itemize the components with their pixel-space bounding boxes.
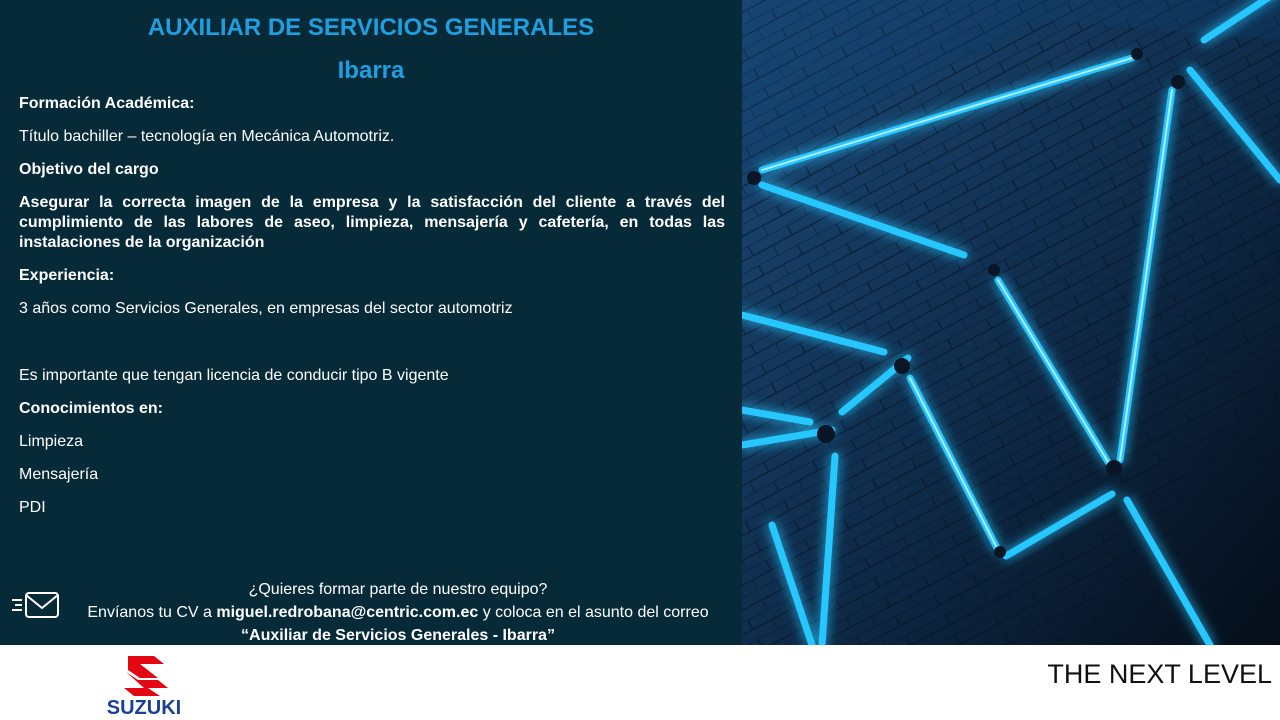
objetivo-label: Objetivo del cargo bbox=[19, 161, 159, 178]
experiencia-label: Experiencia: bbox=[19, 267, 115, 284]
formacion-label: Formación Académica: bbox=[19, 95, 195, 112]
job-description bbox=[19, 94, 725, 518]
contact-email-link[interactable]: miguel.redrobana@centric.com.ec bbox=[216, 604, 479, 621]
contact-send-prefix: Envíanos tu CV a bbox=[87, 604, 217, 621]
formacion-value: Título bachiller – tecnología en Mecánica Automotriz. bbox=[19, 128, 395, 145]
mail-icon bbox=[12, 590, 60, 620]
brand-wordmark: SUZUKI bbox=[106, 697, 182, 719]
contact-subject: “Auxiliar de Servicios Generales - Ibarra” bbox=[241, 627, 555, 644]
conocimiento-item: Mensajería bbox=[19, 466, 99, 483]
tagline: THE NEXT LEVEL bbox=[1047, 659, 1272, 689]
job-city: Ibarra bbox=[337, 57, 405, 84]
contact-question: ¿Quieres formar parte de nuestro equipo? bbox=[248, 581, 548, 598]
contact-block bbox=[60, 578, 736, 647]
contact-send-line bbox=[60, 601, 736, 624]
job-title: AUXILIAR DE SERVICIOS GENERALES bbox=[147, 14, 595, 41]
experiencia-value: 3 años como Servicios Generales, en empresas del sector automotriz bbox=[19, 300, 513, 317]
conocimiento-item: Limpieza bbox=[19, 433, 84, 450]
contact-send-suffix: y coloca en el asunto del correo bbox=[478, 604, 709, 621]
neon-lights-image bbox=[742, 0, 1280, 645]
neon-lights-photo bbox=[742, 0, 1280, 645]
objetivo-value: Asegurar la correcta imagen de la empresa y la satisfacción del cliente a través del cumplimiento de las labores de aseo, limpieza, mensajería y cafetería, en todas las instalaciones de la organización bbox=[19, 194, 725, 251]
licencia-note: Es importante que tengan licencia de conducir tipo B vigente bbox=[19, 367, 449, 384]
conocimiento-item: PDI bbox=[19, 499, 46, 516]
conocimientos-label: Conocimientos en: bbox=[19, 400, 164, 417]
